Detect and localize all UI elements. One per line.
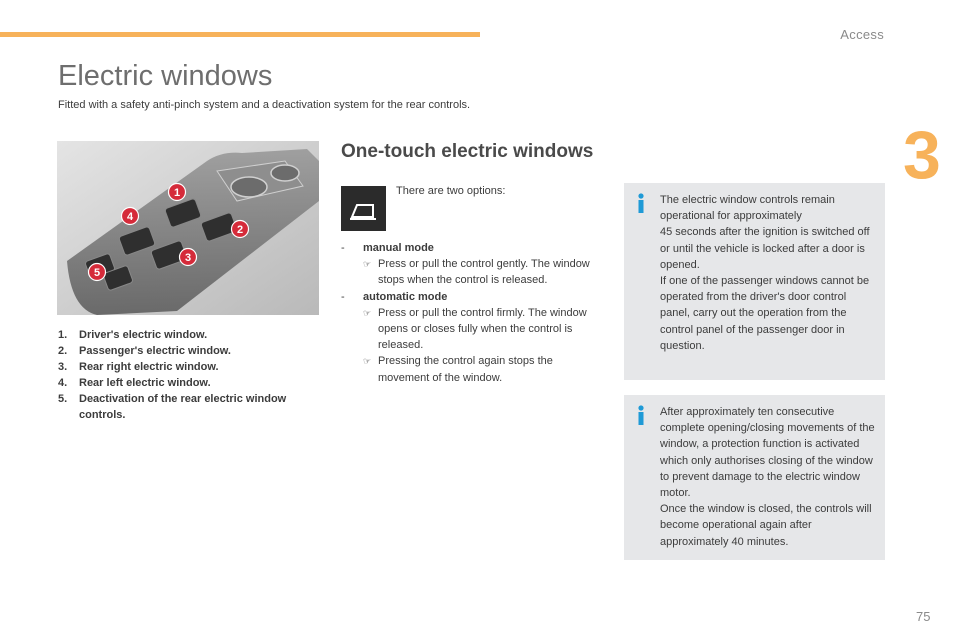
svg-text:2: 2: [236, 224, 244, 236]
page-number: 75: [916, 609, 931, 624]
callout-4: [122, 208, 139, 225]
info-text: After approximately ten consecutive complete opening/closing movements of the window, a protection function is activated which only authorises closing of the window to prevent damage to the electric window motor. Once the window is closed, the controls will become operational again after approximately 40 minutes.: [660, 406, 875, 548]
top-accent-bar: [0, 32, 480, 37]
svg-text:1: 1: [173, 187, 181, 199]
window-switch-icon: [341, 186, 386, 231]
page-title: Electric windows: [58, 60, 273, 92]
svg-text:5: 5: [93, 267, 101, 279]
option-manual-mode: - manual mode ☞ Press or pull the control gently. The window stops when the control is released.: [341, 240, 601, 289]
info-icon: [635, 193, 647, 213]
option-automatic-mode: - automatic mode ☞ Press or pull the control firmly. The window opens or closes fully when the control is released. ☞ Pressing the control again stops the movement of the window.: [341, 289, 601, 386]
window-switch-panel-photo: [57, 141, 319, 315]
option-title: manual mode: [363, 242, 434, 254]
info-icon: [635, 405, 647, 425]
legend-item: 3. Rear right electric window.: [58, 361, 219, 373]
info-box-operation-timeout: [624, 183, 885, 380]
section-heading: One-touch electric windows: [341, 141, 594, 162]
chapter-number: 3: [903, 117, 941, 193]
callout-1: [169, 184, 186, 201]
section-label: Access: [840, 27, 884, 42]
callout-3: [180, 249, 197, 266]
svg-text:3: 3: [184, 252, 192, 264]
callout-2: [232, 221, 249, 238]
switch-legend: [58, 327, 328, 423]
options-intro: There are two options:: [396, 185, 506, 197]
svg-text:4: 4: [126, 211, 134, 223]
instruction-step: ☞ Press or pull the control firmly. The window opens or closes fully when the control is released.: [341, 305, 601, 354]
window-mode-options: [341, 240, 601, 386]
instruction-step: ☞ Pressing the control again stops the movement of the window.: [341, 353, 601, 385]
pointing-hand-icon: ☞: [363, 307, 372, 318]
info-text: The electric window controls remain operational for approximately 45 seconds after the ignition is switched off or until the vehicle is locked after a door is opened. If one of the passenger windows cannot be operated from the driver's door control panel, carry out the operation from the control panel of the passenger door in question.: [660, 194, 870, 352]
legend-item: 5. Deactivation of the rear electric window controls.: [58, 393, 287, 421]
switch-panel-illustration: [57, 141, 319, 315]
legend-item: 4. Rear left electric window.: [58, 377, 211, 389]
page-subtitle: Fitted with a safety anti-pinch system and a deactivation system for the rear controls.: [58, 99, 471, 111]
pointing-hand-icon: ☞: [363, 259, 372, 270]
legend-item: 1. Driver's electric window.: [58, 329, 208, 341]
info-box-motor-protection: [624, 395, 885, 560]
callout-5: [89, 264, 106, 281]
pointing-hand-icon: ☞: [363, 356, 372, 367]
option-title: automatic mode: [363, 290, 448, 303]
legend-item: 2. Passenger's electric window.: [58, 345, 231, 357]
instruction-step: ☞ Press or pull the control gently. The window stops when the control is released.: [341, 256, 601, 288]
